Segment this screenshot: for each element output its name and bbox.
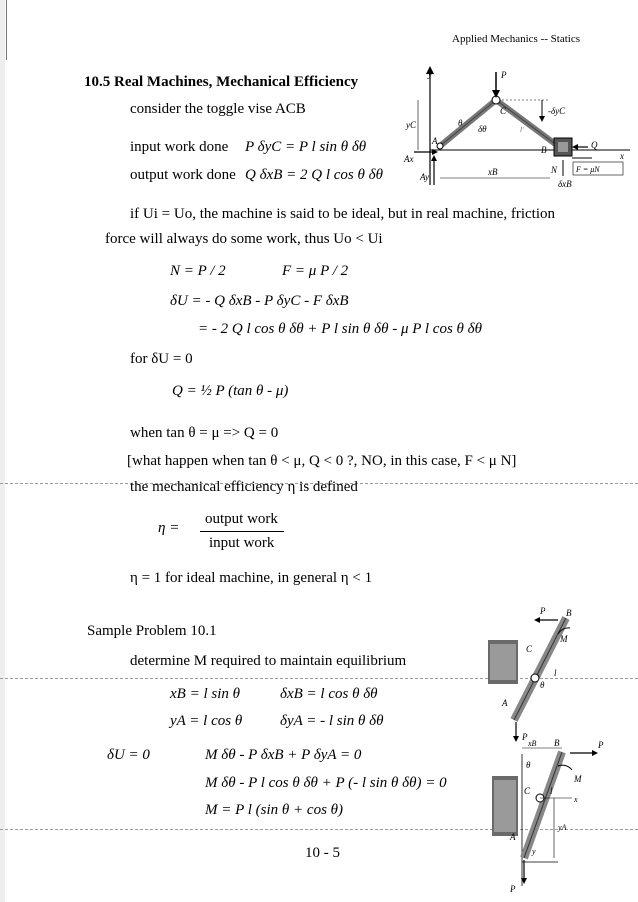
equilibrium-equation-2: M δθ - P l cos θ δθ + P (- l sin θ δθ) = 0 — [205, 775, 447, 791]
ideal-machine-line-2: force will always do some work, thus Uo < Ui — [105, 231, 383, 247]
scan-edge — [0, 0, 5, 902]
running-title: Applied Mechanics -- Statics — [452, 33, 580, 45]
vise-dxB-label: δxB — [558, 179, 572, 189]
bar1-l-label: l — [554, 668, 557, 678]
input-work-label: input work done — [130, 139, 229, 155]
ideal-machine-line-1: if Ui = Uo, the machine is said to be ideal, but in real machine, friction — [130, 206, 556, 222]
bar1-theta-label: θ — [540, 680, 545, 690]
wall-support-inner — [490, 644, 516, 680]
link-AC-edge — [440, 100, 496, 146]
bar1-B-label: B — [566, 608, 572, 618]
output-work-equation: Q δxB = 2 Q l cos θ δθ — [245, 167, 383, 183]
vise-A-label: A — [432, 136, 438, 146]
fbd-x-label: x — [574, 795, 578, 804]
fbd-P-label: P — [598, 740, 604, 750]
sample-problem-title: Sample Problem 10.1 — [87, 623, 217, 639]
bar1-M-label: M — [560, 634, 568, 644]
equilibrium-equation-3: M = P l (sin θ + cos θ) — [205, 802, 344, 818]
input-work-equation: P δyC = P l sin θ δθ — [245, 139, 367, 155]
dyC-arrowhead — [539, 116, 545, 122]
equation-virtual-work-2: = - 2 Q l cos θ δθ + P l sin θ δθ - μ P l cos θ δθ — [198, 321, 483, 337]
fbd-M-label: M — [574, 774, 582, 784]
force-Ay-arrowhead — [431, 155, 437, 161]
intro-text: consider the toggle vise ACB — [130, 101, 306, 117]
fbd-l-label: l — [550, 786, 553, 796]
fbd-force-P-top-arrowhead — [592, 750, 598, 756]
section-title: 10.5 Real Machines, Mechanical Efficiency — [84, 74, 359, 90]
efficiency-numerator: output work — [205, 511, 278, 527]
bar1-force-P-top-arrowhead — [534, 617, 540, 623]
efficiency-definition: the mechanical efficiency η is defined — [130, 479, 358, 495]
zero-virtual-work: δU = 0 — [107, 747, 150, 763]
equation-yA: yA = l cos θ — [170, 713, 243, 729]
vise-x-label: x — [620, 151, 624, 161]
fbd-yA-label: yA — [558, 823, 567, 832]
equation-dxB: δxB = l cos θ δθ — [280, 686, 378, 702]
fraction-bar — [200, 531, 284, 532]
fbd-C-label: C — [524, 786, 531, 796]
vise-Ay-label: Ay — [420, 172, 429, 182]
fbd-wall-support-inner — [494, 780, 516, 832]
vise-N-label: N — [551, 165, 558, 175]
what-happen-line: [what happen when tan θ < μ, Q < 0 ?, NO, in this case, F < μ N] — [127, 453, 517, 469]
bar1-P2-label: P — [522, 732, 528, 742]
fbd-theta-label: θ — [526, 760, 531, 770]
scan-mark — [6, 0, 7, 60]
fbd-y-label: y — [532, 847, 536, 856]
vise-theta-label: θ — [458, 118, 463, 128]
efficiency-denominator: input work — [209, 535, 275, 551]
equation-normal-force: N = P / 2 — [170, 263, 226, 279]
equation-virtual-work-1: δU = - Q δxB - P δyC - F δxB — [170, 293, 349, 309]
equation-friction-force: F = μ P / 2 — [282, 263, 349, 279]
page-number: 10 - 5 — [305, 845, 340, 861]
output-work-label: output work done — [130, 167, 236, 183]
sample-bar-figure — [478, 600, 578, 745]
vise-B-label: B — [541, 145, 547, 155]
fbd-P2-label: P — [510, 884, 516, 894]
toggle-vise-figure — [392, 60, 632, 195]
condition-zero-work: for δU = 0 — [130, 351, 193, 367]
vise-Q-label: Q — [591, 140, 598, 150]
bar1-C-label: C — [526, 644, 533, 654]
equation-xB: xB = l sin θ — [170, 686, 240, 702]
block-B-inner — [558, 142, 568, 152]
fbd-B-label: B — [554, 738, 560, 748]
fbd-A-label: A — [510, 832, 516, 842]
vise-P-label: P — [501, 70, 507, 80]
force-Q-arrowhead — [572, 144, 578, 150]
fbd-xB-label: xB — [528, 739, 537, 748]
bar1-A-label: A — [502, 698, 508, 708]
equilibrium-equation-1: M δθ - P δxB + P δyA = 0 — [205, 747, 362, 763]
vise-F-label: F = μN — [576, 165, 600, 174]
efficiency-ideal-note: η = 1 for ideal machine, in general η < 1 — [130, 570, 373, 586]
collar-C — [531, 674, 539, 682]
vise-dtheta-label: δθ — [478, 124, 487, 134]
equation-Q: Q = ½ P (tan θ - μ) — [172, 383, 289, 399]
sample-problem-task: determine M required to maintain equilibrium — [130, 653, 407, 669]
vise-Ax-label: Ax — [404, 154, 414, 164]
vise-yC-label: yC — [406, 120, 416, 130]
bar1-P-label: P — [540, 606, 546, 616]
eta-symbol: η = — [158, 520, 180, 536]
vise-y-label: y — [428, 69, 432, 79]
equation-dyA: δyA = - l sin θ δθ — [280, 713, 384, 729]
vise-C-label: C — [500, 106, 507, 116]
vise-xB-label: xB — [488, 167, 498, 177]
tan-equals-mu-line: when tan θ = μ => Q = 0 — [130, 425, 279, 441]
vise-dyC-label: -δyC — [548, 106, 566, 116]
sample-free-body-figure — [478, 736, 608, 896]
pin-A — [437, 143, 443, 149]
vise-lprime-label: l' — [520, 126, 524, 134]
